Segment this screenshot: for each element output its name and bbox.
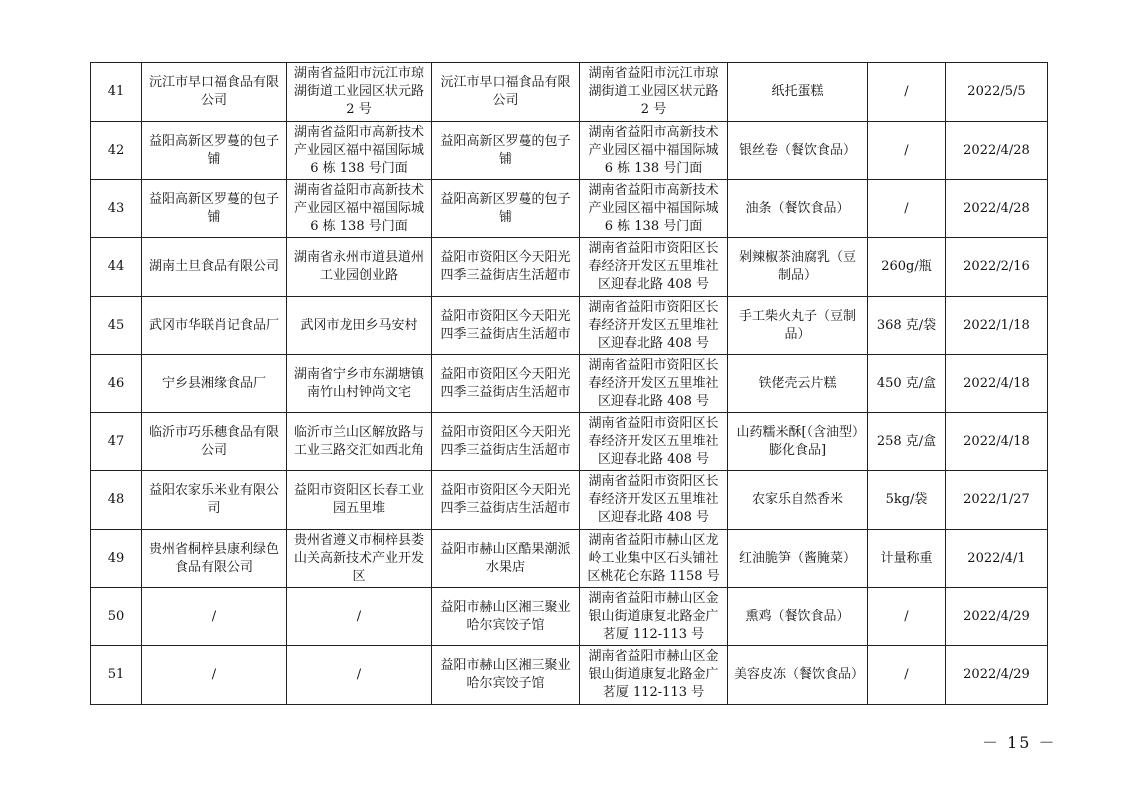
product-spec: 5kg/袋 [868,471,946,530]
product-spec: 260g/瓶 [868,238,946,297]
product-name: 油条（餐饮食品） [728,180,868,238]
production-date: 2022/5/5 [946,63,1048,122]
seller-address: 湖南省益阳市赫山区金银山街道康复北路金广茗厦 112-113 号 [580,588,728,646]
producer-name: 湖南土旦食品有限公司 [142,238,287,297]
seller-address: 湖南省益阳市资阳区长春经济开发区五里堆社区迎春北路 408 号 [580,297,728,355]
production-date: 2022/2/16 [946,238,1048,297]
seller-address: 湖南省益阳市资阳区长春经济开发区五里堆社区迎春北路 408 号 [580,471,728,530]
producer-address: 湖南省益阳市高新技术产业园区福中福国际城 6 栋 138 号门面 [287,122,432,180]
producer-name: 益阳高新区罗蔓的包子铺 [142,122,287,180]
seller-name: 益阳市资阳区今天阳光四季三益街店生活超市 [432,238,580,297]
seller-name: 益阳市资阳区今天阳光四季三益街店生活超市 [432,471,580,530]
production-date: 2022/4/29 [946,588,1048,646]
production-date: 2022/4/18 [946,413,1048,471]
row-number: 41 [91,63,142,122]
seller-address: 湖南省益阳市高新技术产业园区福中福国际城 6 栋 138 号门面 [580,180,728,238]
seller-name: 益阳市资阳区今天阳光四季三益街店生活超市 [432,355,580,413]
seller-address: 湖南省益阳市沅江市琼湖街道工业园区状元路 2 号 [580,63,728,122]
seller-address: 湖南省益阳市资阳区长春经济开发区五里堆社区迎春北路 408 号 [580,238,728,297]
seller-name: 益阳市赫山区湘三聚业哈尔宾饺子馆 [432,646,580,705]
seller-address: 湖南省益阳市赫山区金银山街道康复北路金广茗厦 112-113 号 [580,646,728,705]
row-number: 44 [91,238,142,297]
producer-name: 宁乡县湘缘食品厂 [142,355,287,413]
seller-name: 沅江市早口福食品有限公司 [432,63,580,122]
producer-address: 湖南省益阳市高新技术产业园区福中福国际城 6 栋 138 号门面 [287,180,432,238]
producer-address: 湖南省宁乡市东湖塘镇南竹山村钟尚文宅 [287,355,432,413]
production-date: 2022/4/28 [946,180,1048,238]
table-row [91,646,1048,705]
table-row [91,413,1048,471]
seller-name: 益阳市资阳区今天阳光四季三益街店生活超市 [432,297,580,355]
row-number: 49 [91,530,142,588]
row-number: 42 [91,122,142,180]
production-date: 2022/4/28 [946,122,1048,180]
row-number: 50 [91,588,142,646]
row-number: 45 [91,297,142,355]
product-name: 铁佬壳云片糕 [728,355,868,413]
table-row [91,122,1048,180]
table-row [91,63,1048,122]
producer-address: 湖南省益阳市沅江市琼湖街道工业园区状元路 2 号 [287,63,432,122]
producer-address: / [287,646,432,705]
seller-name: 益阳市资阳区今天阳光四季三益街店生活超市 [432,413,580,471]
production-date: 2022/4/29 [946,646,1048,705]
row-number: 47 [91,413,142,471]
table-row [91,588,1048,646]
product-spec: / [868,646,946,705]
product-spec: 计量称重 [868,530,946,588]
table-row [91,471,1048,530]
product-spec: / [868,63,946,122]
product-name: 银丝卷（餐饮食品） [728,122,868,180]
product-name: 农家乐自然香米 [728,471,868,530]
producer-address: 临沂市兰山区解放路与工业三路交汇如西北角 [287,413,432,471]
product-spec: / [868,588,946,646]
product-name: 山药糯米酥[（含油型）膨化食品] [728,413,868,471]
production-date: 2022/1/27 [946,471,1048,530]
producer-address: / [287,588,432,646]
producer-name: 沅江市早口福食品有限公司 [142,63,287,122]
producer-name: 临沂市巧乐穗食品有限公司 [142,413,287,471]
product-name: 熏鸡（餐饮食品） [728,588,868,646]
producer-name: / [142,646,287,705]
producer-address: 贵州省遵义市桐梓县娄山关高新技术产业开发区 [287,530,432,588]
production-date: 2022/1/18 [946,297,1048,355]
product-spec: 368 克/袋 [868,297,946,355]
row-number: 46 [91,355,142,413]
producer-name: 贵州省桐梓县康利绿色食品有限公司 [142,530,287,588]
product-name: 纸托蛋糕 [728,63,868,122]
seller-name: 益阳高新区罗蔓的包子铺 [432,180,580,238]
page-number: － 15 － [982,733,1057,752]
producer-address: 湖南省永州市道县道州工业园创业路 [287,238,432,297]
table-row [91,238,1048,297]
table-row [91,530,1048,588]
product-spec: / [868,180,946,238]
product-spec: 450 克/盒 [868,355,946,413]
product-name: 手工柴火丸子（豆制品） [728,297,868,355]
table-row [91,180,1048,238]
product-name: 红油脆笋（酱腌菜） [728,530,868,588]
sampling-results-table [90,62,1048,705]
seller-address: 湖南省益阳市资阳区长春经济开发区五里堆社区迎春北路 408 号 [580,413,728,471]
table-row [91,355,1048,413]
product-name: 美容皮冻（餐饮食品） [728,646,868,705]
production-date: 2022/4/18 [946,355,1048,413]
production-date: 2022/4/1 [946,530,1048,588]
table-row [91,297,1048,355]
product-spec: / [868,122,946,180]
producer-name: 益阳农家乐米业有限公司 [142,471,287,530]
row-number: 51 [91,646,142,705]
seller-address: 湖南省益阳市高新技术产业园区福中福国际城 6 栋 138 号门面 [580,122,728,180]
producer-name: / [142,588,287,646]
product-name: 剁辣椒茶油腐乳（豆制品） [728,238,868,297]
seller-name: 益阳市赫山区湘三聚业哈尔宾饺子馆 [432,588,580,646]
producer-name: 益阳高新区罗蔓的包子铺 [142,180,287,238]
row-number: 43 [91,180,142,238]
row-number: 48 [91,471,142,530]
producer-address: 武冈市龙田乡马安村 [287,297,432,355]
product-spec: 258 克/盒 [868,413,946,471]
seller-name: 益阳高新区罗蔓的包子铺 [432,122,580,180]
producer-address: 益阳市资阳区长春工业园五里堆 [287,471,432,530]
seller-name: 益阳市赫山区酷果潮派水果店 [432,530,580,588]
seller-address: 湖南省益阳市资阳区长春经济开发区五里堆社区迎春北路 408 号 [580,355,728,413]
producer-name: 武冈市华联肖记食品厂 [142,297,287,355]
seller-address: 湖南省益阳市赫山区龙岭工业集中区石头铺社区桃花仑东路 1158 号 [580,530,728,588]
